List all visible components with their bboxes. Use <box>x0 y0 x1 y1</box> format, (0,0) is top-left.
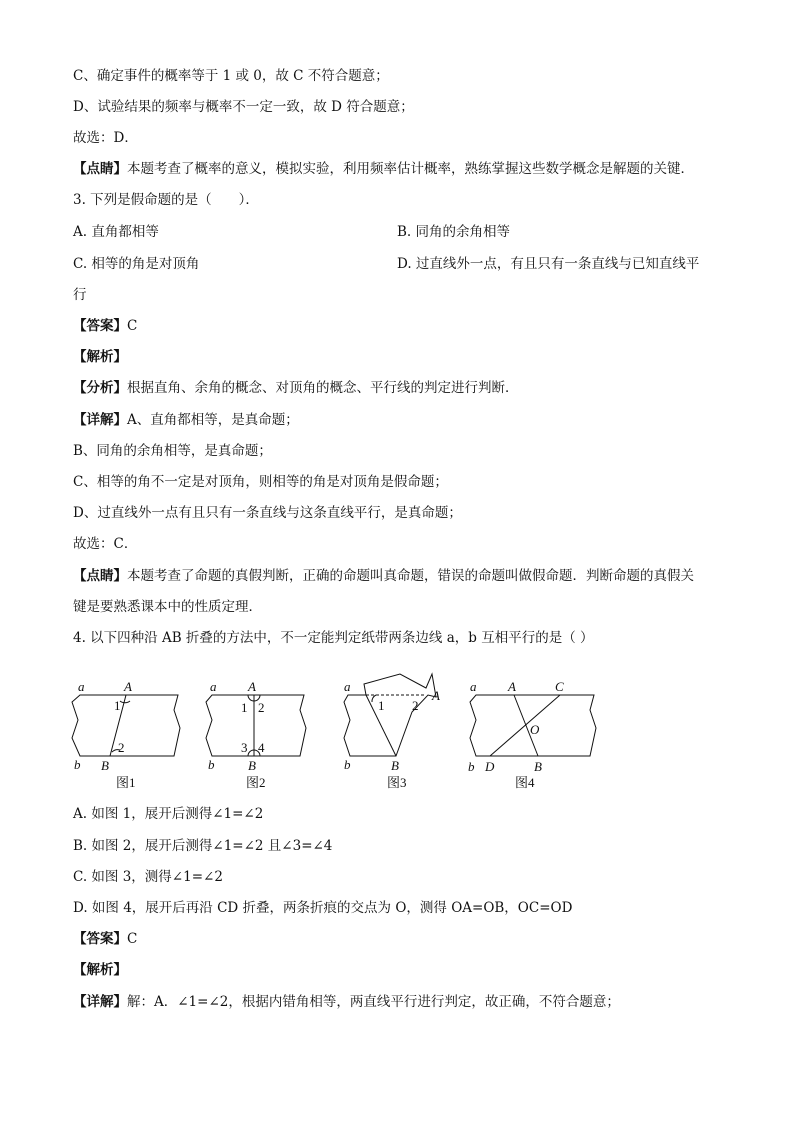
detail-text: 解：A．∠1=∠2，根据内错角相等，两直线平行进行判定，故正确，不符合题意； <box>127 994 620 1010</box>
q3-detail-a <box>73 410 299 430</box>
figure-2 <box>206 679 306 790</box>
prev-option-c: C、确定事件的概率等于 1 或 0，故 C 不符合题意； <box>73 68 389 84</box>
fig2-angle-3: 3 <box>241 740 248 755</box>
q3-stem: 3. 下列是假命题的是（ ）． <box>73 192 259 208</box>
fig4-caption: 图4 <box>515 775 535 790</box>
fig4-label-b: b <box>468 759 475 774</box>
comment-tag: 【点睛】 <box>73 568 127 584</box>
fig1-label-a: a <box>78 679 85 694</box>
q3-option-c: C. 相等的角是对顶角 <box>73 256 200 272</box>
q4-stem: 4. 以下四种沿 AB 折叠的方法中，不一定能判定纸带两条边线 a，b 互相平行的是（ ） <box>73 630 594 646</box>
fig1-label-A: A <box>124 679 132 694</box>
fig2-label-a: a <box>210 679 217 694</box>
q3-detail-d: D、过直线外一点有且只有一条直线与这条直线平行，是真命题； <box>73 505 462 521</box>
figure-1 <box>72 679 180 790</box>
q3-option-d-wrap: 行 <box>73 287 87 303</box>
fenxi-tag: 【分析】 <box>73 380 127 396</box>
fig3-label-B: B <box>391 758 399 773</box>
detail-a-text: A、直角都相等，是真命题； <box>127 412 299 428</box>
analysis-tag: 【解析】 <box>73 349 127 365</box>
q4-answer <box>73 929 137 949</box>
fig3-angle-2: 2 <box>412 698 419 713</box>
answer-value: C <box>127 318 138 334</box>
detail-tag: 【详解】 <box>73 412 127 428</box>
fig2-angle-4: 4 <box>258 740 265 755</box>
fig4-label-O: O <box>530 722 540 737</box>
fig4-label-A: A <box>508 679 516 694</box>
fenxi-text: 根据直角、余角的概念、对顶角的概念、平行线的判定进行判断． <box>127 380 519 396</box>
fig2-label-B: B <box>248 758 256 773</box>
q4-analysis-tag <box>73 960 127 980</box>
q3-comment-1 <box>73 566 694 586</box>
comment-text: 本题考查了概率的意义，模拟实验，利用频率估计概率，熟练掌握这些数学概念是解题的关键． <box>127 161 694 177</box>
detail-tag: 【详解】 <box>73 994 127 1010</box>
q3-detail-c: C、相等的角不一定是对顶角，则相等的角是对顶角是假命题； <box>73 474 448 490</box>
q3-fenxi <box>73 378 519 398</box>
fig1-label-B: B <box>101 758 109 773</box>
q3-choose: 故选：C． <box>73 536 138 552</box>
answer-tag: 【答案】 <box>73 931 127 947</box>
prev-choose: 故选：D． <box>73 130 138 146</box>
fig2-label-b: b <box>208 757 215 772</box>
fig4-label-B: B <box>534 759 542 774</box>
fig3-label-A: A <box>432 688 440 703</box>
fig3-angle-1: 1 <box>378 698 385 713</box>
q3-detail-b: B、同角的余角相等，是真命题； <box>73 443 272 459</box>
figure-4 <box>468 679 596 790</box>
figure-3 <box>344 674 440 790</box>
q3-comment-2: 键是要熟悉课本中的性质定理． <box>73 599 262 615</box>
q3-option-a: A. 直角都相等 <box>73 224 159 240</box>
q4-detail <box>73 992 620 1012</box>
comment-text-1: 本题考查了命题的真假判断，正确的命题叫真命题，错误的命题叫做假命题．判断命题的真假关 <box>127 568 694 584</box>
fig2-angle-1: 1 <box>241 700 248 715</box>
analysis-tag: 【解析】 <box>73 962 127 978</box>
q3-option-d: D. 过直线外一点，有且只有一条直线与已知直线平 <box>397 256 700 272</box>
fig4-label-C: C <box>555 679 564 694</box>
q4-option-a: A. 如图 1，展开后测得∠1=∠2 <box>73 806 264 822</box>
q3-answer <box>73 316 137 336</box>
prev-comment <box>73 159 694 179</box>
fig4-label-a: a <box>470 679 477 694</box>
prev-option-d: D、试验结果的频率与概率不一定一致，故 D 符合题意； <box>73 99 414 115</box>
fig4-label-D: D <box>485 759 495 774</box>
q4-option-b: B. 如图 2，展开后测得∠1=∠2 且∠3=∠4 <box>73 838 333 854</box>
q4-option-c: C. 如图 3，测得∠1=∠2 <box>73 869 223 885</box>
fig1-caption: 图1 <box>116 775 136 790</box>
comment-tag: 【点睛】 <box>73 161 127 177</box>
q3-option-b: B. 同角的余角相等 <box>397 224 511 240</box>
fig3-caption: 图3 <box>387 775 407 790</box>
answer-value: C <box>127 931 138 947</box>
q4-option-d: D. 如图 4，展开后再沿 CD 折叠，两条折痕的交点为 O，测得 OA=OB，OC=OD <box>73 900 573 916</box>
fig1-angle-1: 1 <box>114 698 121 713</box>
q4-figures <box>60 670 620 800</box>
fig2-caption: 图2 <box>246 775 266 790</box>
fig3-label-b: b <box>344 757 351 772</box>
fig2-angle-2: 2 <box>258 700 265 715</box>
answer-tag: 【答案】 <box>73 318 127 334</box>
q3-analysis-tag <box>73 347 127 367</box>
fig2-label-A: A <box>248 679 256 694</box>
fig3-label-a: a <box>344 679 351 694</box>
fig1-angle-2: 2 <box>118 740 125 755</box>
fig1-label-b: b <box>74 757 81 772</box>
